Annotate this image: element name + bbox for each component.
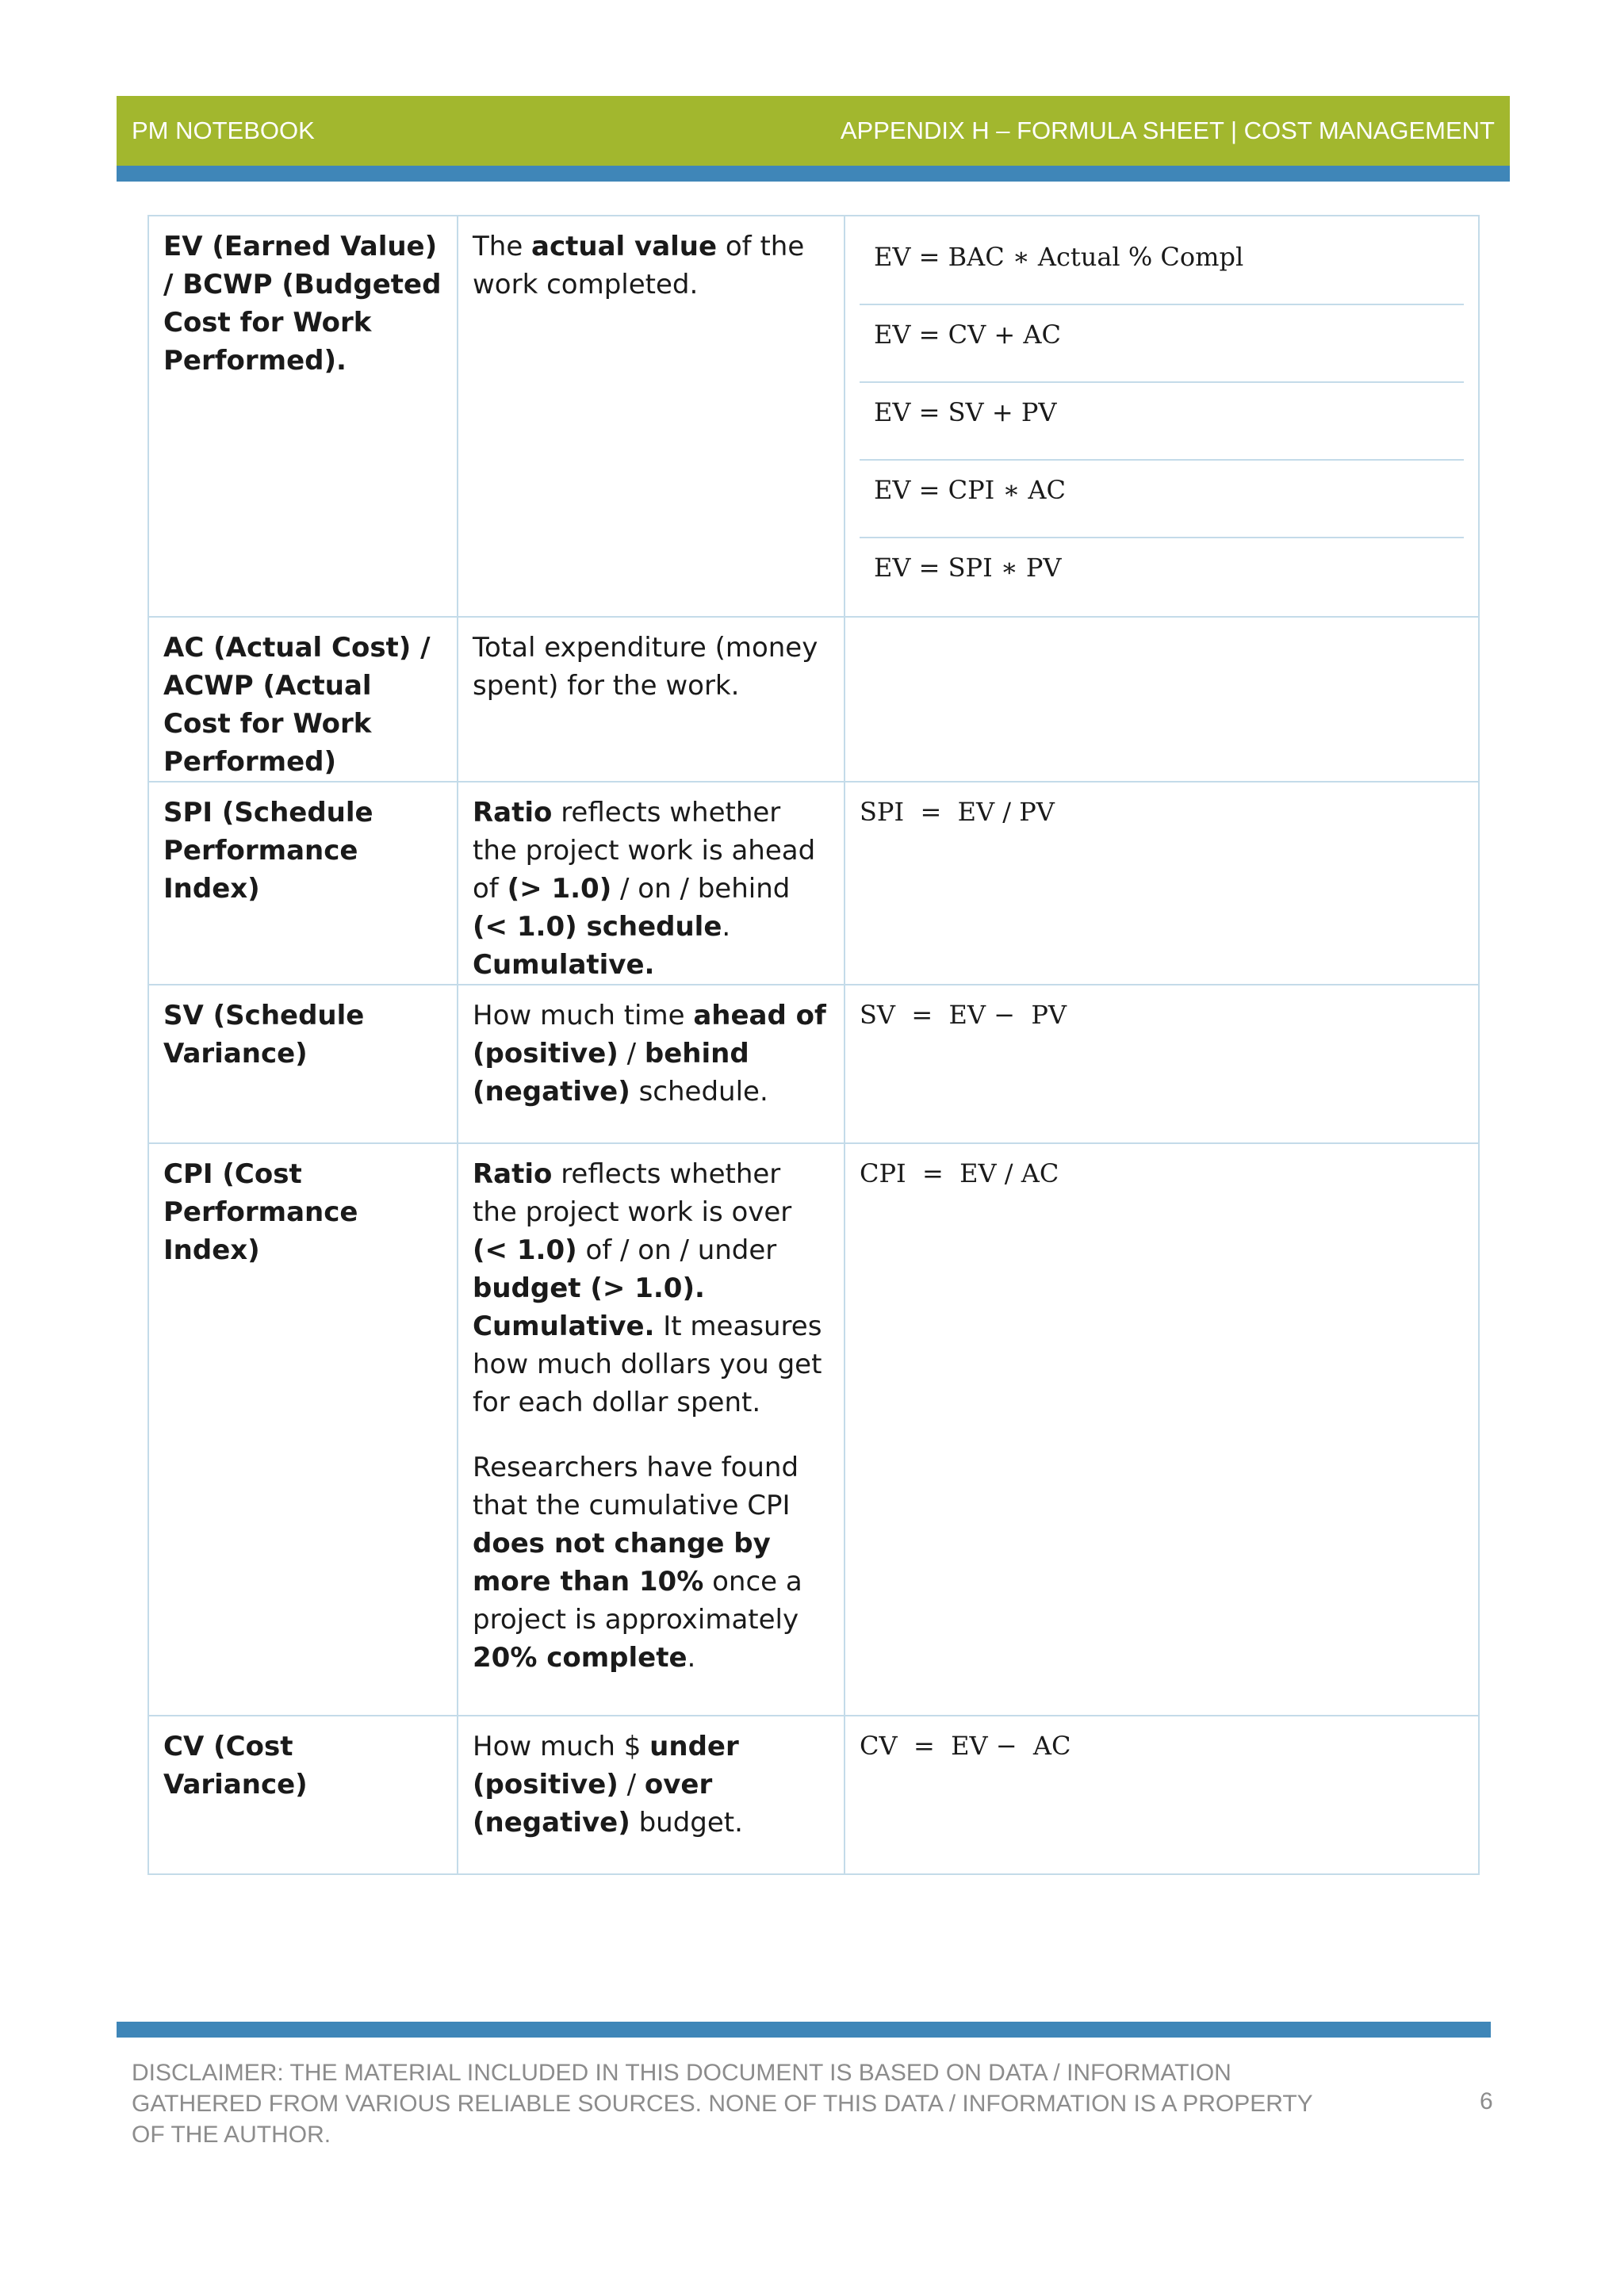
description-cell — [458, 216, 845, 617]
emphasis-text: (> 1.0) — [507, 873, 612, 905]
description-text: . — [722, 911, 731, 943]
description-text: / on / behind — [611, 873, 791, 905]
description-text: / — [618, 1038, 645, 1070]
formula-equation: SPI = EV / PV — [860, 797, 1055, 827]
footer-disclaimer: DISCLAIMER: THE MATERIAL INCLUDED IN THIS DOCUMENT IS BASED ON DATA / INFORMATION GATHERED FROM VARIOUS RELIABLE SOURCES. NONE OF THIS DATA / INFORMATION IS A PROPERTY OF THE AUTHOR. — [132, 2060, 1313, 2148]
emphasis-text: ahead of (positive) — [473, 1000, 826, 1070]
formula-equation: EV = SPI ∗ PV — [874, 553, 1062, 583]
term-cell: SPI (Schedule Performance Index) — [148, 782, 458, 985]
description-paragraph — [473, 629, 829, 705]
description-paragraph — [473, 1728, 829, 1842]
description-text: of the work completed. — [473, 231, 805, 300]
page-header — [117, 96, 1510, 166]
description-paragraph — [473, 1155, 829, 1422]
emphasis-text: 20% complete — [473, 1642, 688, 1674]
description-text: How much $ — [473, 1731, 650, 1762]
emphasis-text: Ratio — [473, 797, 553, 828]
emphasis-text: Ratio — [473, 1158, 553, 1190]
formula-cell — [845, 1143, 1479, 1716]
emphasis-text: Cumulative. — [473, 949, 655, 981]
formula-cell — [845, 985, 1479, 1143]
description-text: / — [618, 1769, 645, 1800]
page-number: 6 — [1480, 2088, 1493, 2114]
emphasis-text: does not change by more than 10% — [473, 1528, 771, 1598]
description-cell — [458, 1716, 845, 1874]
description-cell — [458, 617, 845, 782]
description-cell — [458, 1143, 845, 1716]
description-text: How much time — [473, 1000, 694, 1031]
emphasis-text: (< 1.0) schedule — [473, 911, 722, 943]
formula-equation: SV = EV − PV — [860, 1000, 1067, 1030]
description-text: reflects whether the project work is ahead of — [473, 797, 816, 905]
emphasis-text: actual value — [531, 231, 718, 262]
header-section-title: APPENDIX H – FORMULA SHEET | COST MANAGEMENT — [840, 117, 1495, 144]
description-paragraph — [473, 997, 829, 1111]
emphasis-text: over (negative) — [473, 1769, 713, 1839]
description-text: reflects whether the project work is over — [473, 1158, 792, 1228]
description-paragraph — [473, 228, 829, 304]
formula-equation: EV = BAC ∗ Actual % Compl — [860, 228, 1464, 305]
description-text: The — [473, 231, 532, 262]
formula-cell — [845, 216, 1479, 617]
term-cell: AC (Actual Cost) / ACWP (Actual Cost for Work Performed) — [148, 617, 458, 782]
description-cell — [458, 782, 845, 985]
description-text: schedule. — [630, 1076, 768, 1108]
formula-equation: EV = CPI ∗ AC — [860, 461, 1464, 538]
description-paragraph — [473, 1448, 829, 1677]
formula-equation: EV = CV + AC — [860, 305, 1464, 383]
description-text: of / on / under — [576, 1234, 777, 1266]
description-cell — [458, 985, 845, 1143]
description-paragraph — [473, 794, 829, 984]
term-cell: CV (Cost Variance) — [148, 1716, 458, 1874]
formula-cell — [845, 782, 1479, 985]
term-cell: CPI (Cost Performance Index) — [148, 1143, 458, 1716]
description-text: Total expenditure (money spent) for the work. — [473, 632, 818, 702]
footer-accent-strip — [117, 2022, 1491, 2038]
formula-table-row — [148, 1716, 1479, 1874]
emphasis-text: budget (> 1.0). Cumulative. — [473, 1272, 705, 1342]
formula-table-row — [148, 1143, 1479, 1716]
emphasis-text: under (positive) — [473, 1731, 739, 1800]
emphasis-text: (< 1.0) — [473, 1234, 577, 1266]
formula-table-row — [148, 782, 1479, 985]
formula-cell — [845, 1716, 1479, 1874]
description-text: . — [687, 1642, 696, 1674]
term-cell: EV (Earned Value) / BCWP (Budgeted Cost for Work Performed). — [148, 216, 458, 617]
description-text: budget. — [630, 1807, 743, 1839]
description-text: once a project is approximately — [473, 1566, 802, 1636]
description-text: Researchers have found that the cumulative CPI — [473, 1452, 799, 1521]
term-cell: SV (Schedule Variance) — [148, 985, 458, 1143]
formula-equation: CPI = EV / AC — [860, 1158, 1059, 1188]
emphasis-text: behind (negative) — [473, 1038, 749, 1108]
header-notebook-title: PM NOTEBOOK — [132, 117, 315, 144]
formula-table-row — [148, 985, 1479, 1143]
description-text: It measures how much dollars you get for each dollar spent. — [473, 1311, 822, 1418]
formula-table-row — [148, 617, 1479, 782]
formula-table — [147, 215, 1480, 1875]
formula-table-row — [148, 216, 1479, 617]
formula-equation: EV = SV + PV — [860, 383, 1464, 461]
formula-cell — [845, 617, 1479, 782]
header-accent-strip — [117, 166, 1510, 182]
formula-equation: CV = EV − AC — [860, 1731, 1071, 1761]
